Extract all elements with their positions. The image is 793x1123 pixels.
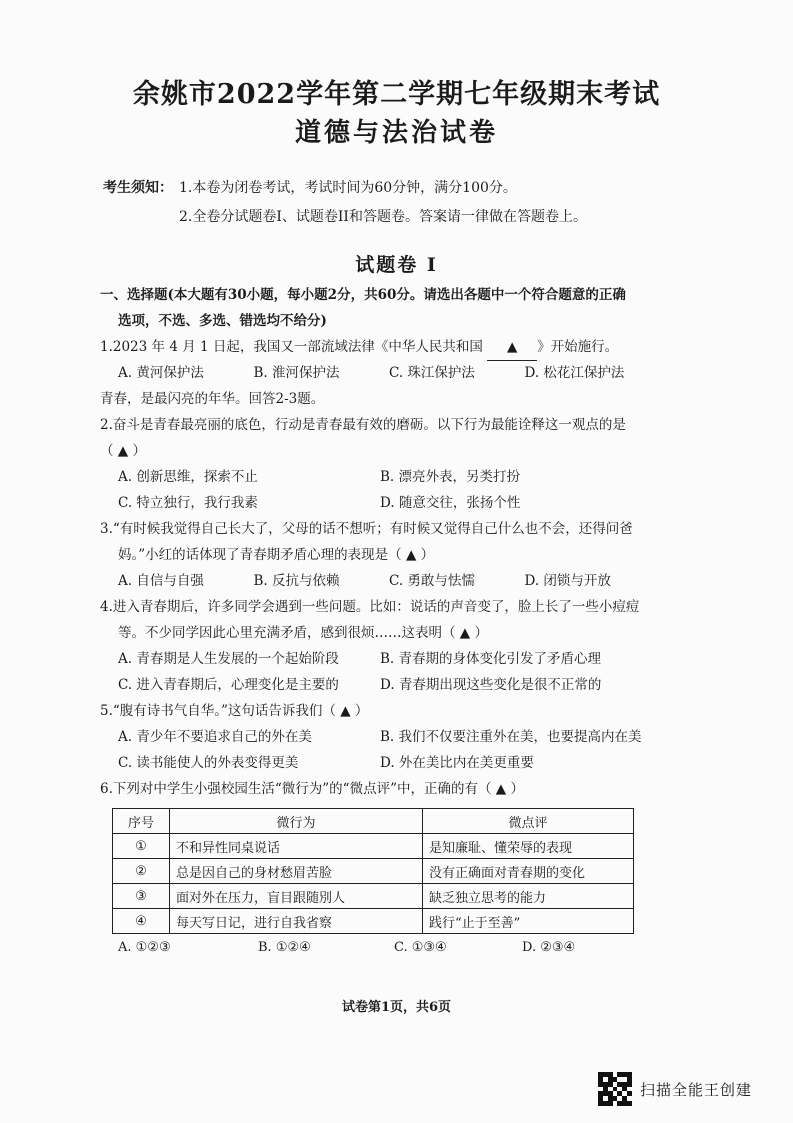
q4-options-row-2 xyxy=(100,672,660,698)
q1-stem xyxy=(100,334,660,360)
q2-option-a: A. 创新思维，探索不止 xyxy=(118,469,258,485)
row-num: ④ xyxy=(113,909,170,934)
table-row xyxy=(113,859,634,884)
q2-option-b: B. 漂亮外表，另类打扮 xyxy=(380,469,521,485)
row-act: 总是因自己的身材愁眉苦脸 xyxy=(170,859,423,884)
q1-stem-post: 》开始施行。 xyxy=(537,339,619,355)
q6-option-a: A. ①②③ xyxy=(118,940,171,955)
q2-option-c: C. 特立独行，我行我素 xyxy=(118,495,258,511)
section-title: 试题卷 I xyxy=(355,254,438,276)
q1-option-d: D. 松花江保护法 xyxy=(524,365,625,381)
q3-option-a: A. 自信与自强 xyxy=(118,573,204,589)
q5-options-row-1 xyxy=(100,724,660,750)
q4-options-row-1 xyxy=(100,646,660,672)
row-act: 面对外在压力，盲目跟随別人 xyxy=(170,884,423,909)
q1-option-a: A. 黄河保护法 xyxy=(118,365,204,381)
q4-option-c: C. 进入青春期后，心理变化是主要的 xyxy=(118,677,339,693)
q5-stem: 5.“腹有诗书气自华。”这句话告诉我们（ ▲ ） xyxy=(100,703,369,719)
notice-line-1: 1.本卷为闭卷考试，考试时间为60分钟，满分100分。 xyxy=(179,180,517,196)
page-footer: 试卷第1页，共6页 xyxy=(341,1000,452,1015)
q5-option-b: B. 我们不仅要注重外在美，也要提高内在美 xyxy=(380,729,642,745)
q3-stem-1: 3.“有时候我觉得自己长大了，父母的话不想听；有时候又觉得自己什么也不会，还得问爸 xyxy=(100,521,633,537)
notice-line-2: 2.全卷分试题卷I、试题卷II和答题卷。答案请一律做在答题卷上。 xyxy=(179,209,587,225)
notice-label: 考生须知： xyxy=(103,180,173,196)
row-num: ③ xyxy=(113,884,170,909)
table-header-act: 微行为 xyxy=(170,809,423,834)
q2-options-row-1 xyxy=(100,464,660,490)
row-comment: 缺乏独立思考的能力 xyxy=(423,884,634,909)
q3-option-d: D. 闭锁与开放 xyxy=(524,573,611,589)
q5-options-row-2 xyxy=(100,750,660,776)
q1-options xyxy=(100,360,660,386)
intro-text: 青春，是最闪亮的年华。回答2-3题。 xyxy=(100,391,325,407)
q4-option-b: B. 青春期的身体变化引发了矛盾心理 xyxy=(380,651,602,667)
q5-option-a: A. 青少年不要追求自己的外在美 xyxy=(118,729,312,745)
q1-stem-pre: 1.2023 年 4 月 1 日起，我国又一部流域法律《中华人民共和国 xyxy=(100,339,483,355)
table-header-row xyxy=(113,809,634,834)
q6-option-d: D. ②③④ xyxy=(522,940,576,955)
q6-stem: 6.下列对中学生小强校园生活“微行为”的“微点评”中，正确的有（ ▲ ） xyxy=(100,781,524,797)
row-num: ② xyxy=(113,859,170,884)
table-header-comment: 微点评 xyxy=(423,809,634,834)
watermark-text: 扫描全能王创建 xyxy=(640,1080,753,1099)
q6-table xyxy=(112,808,634,934)
q6-option-c: C. ①③④ xyxy=(394,940,447,955)
table-row xyxy=(113,834,634,859)
row-act: 每天写日记，进行自我省察 xyxy=(170,909,423,934)
scanner-watermark xyxy=(598,1072,752,1106)
q3-stem-2: 妈。”小红的话体现了青春期矛盾心理的表现是（ ▲ ） xyxy=(118,547,435,563)
qr-code-icon xyxy=(598,1072,632,1106)
q2-stem-1: 2.奋斗是青春最亮丽的底色，行动是青春最有效的磨砺。以下行为最能诠释这一观点的是 xyxy=(100,417,626,433)
q2-options-row-2 xyxy=(100,490,660,516)
row-comment: 是知廉耻、懂荣辱的表现 xyxy=(423,834,634,859)
q3-option-c: C. 勇敢与怯懦 xyxy=(389,573,475,589)
section-heading-2: 选项，不选、多选、错选均不给分) xyxy=(118,313,327,329)
q3-option-b: B. 反抗与依赖 xyxy=(253,573,340,589)
table-row xyxy=(113,909,634,934)
row-comment: 践行“止于至善” xyxy=(423,909,634,934)
question-body xyxy=(100,282,660,802)
exam-subtitle: 道德与法治试卷 xyxy=(294,118,498,148)
table-row xyxy=(113,884,634,909)
q2-stem-2: （ ▲ ） xyxy=(100,443,146,459)
q1-option-c: C. 珠江保护法 xyxy=(389,365,475,381)
q2-option-d: D. 随意交往，张扬个性 xyxy=(380,495,521,511)
row-act: 不和异性同桌说话 xyxy=(170,834,423,859)
q5-option-d: D. 外在美比内在美更重要 xyxy=(380,755,534,771)
q4-option-d: D. 青春期出现这些变化是很不正常的 xyxy=(380,677,602,693)
row-num: ① xyxy=(113,834,170,859)
q6-option-b: B. ①②④ xyxy=(258,940,311,955)
q5-option-c: C. 读书能使人的外表变得更美 xyxy=(118,755,299,771)
q4-stem-1: 4.进入青春期后，许多同学会遇到一些问题。比如：说话的声音变了，脸上长了一些小痘痘 xyxy=(100,599,640,615)
q6-options xyxy=(118,940,575,955)
row-comment: 没有正确面对青春期的变化 xyxy=(423,859,634,884)
exam-notice xyxy=(103,174,587,232)
section-heading-1: 一、选择题(本大题有30小题，每小题2分，共60分。请选出各题中一个符合题意的正确 xyxy=(100,287,626,303)
table-header-num: 序号 xyxy=(113,809,170,834)
q1-blank: ▲ xyxy=(487,334,537,361)
q1-option-b: B. 淮河保护法 xyxy=(253,365,340,381)
q3-options xyxy=(100,568,660,594)
q4-option-a: A. 青春期是人生发展的一个起始阶段 xyxy=(118,651,339,667)
exam-title: 余姚市2022学年第二学期七年级期末考试 xyxy=(132,79,661,110)
q4-stem-2: 等。不少同学因此心里充满矛盾，感到很烦……这表明（ ▲ ） xyxy=(118,625,488,641)
